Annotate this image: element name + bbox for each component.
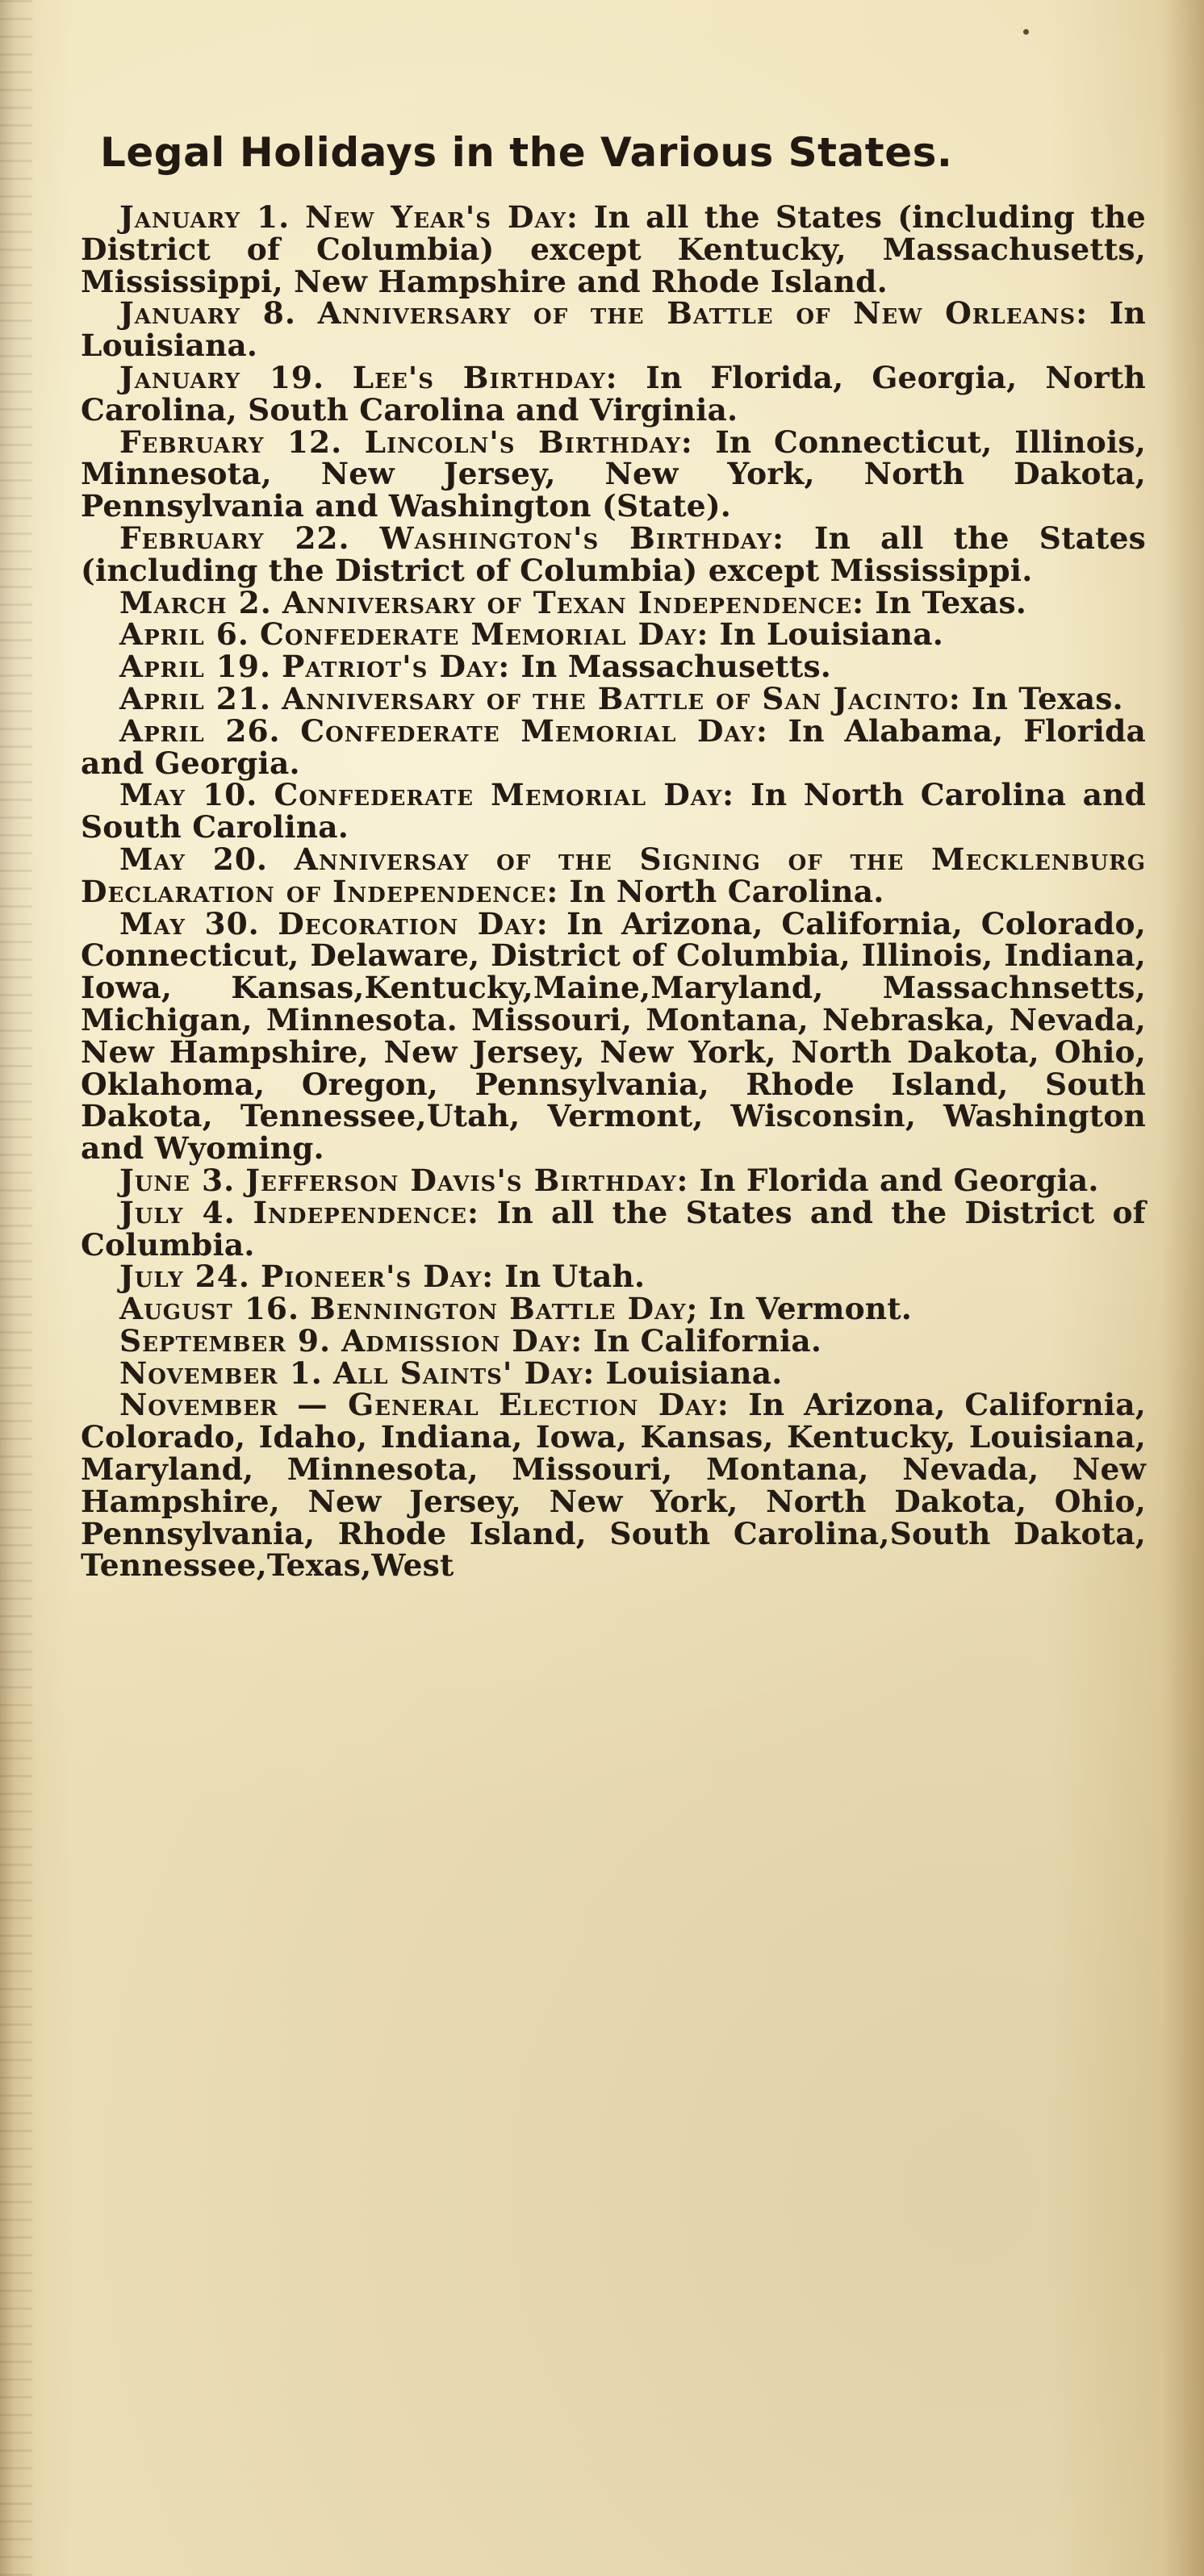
holiday-states: In Utah. (504, 1259, 646, 1295)
holiday-date: May 10. (119, 777, 258, 813)
holiday-states: In Vermont. (709, 1291, 913, 1327)
holiday-name: Jefferson Davis's Birthday: (245, 1162, 689, 1198)
holiday-date: September 9. (119, 1322, 331, 1359)
holiday-entry (81, 1355, 1146, 1391)
holiday-date: May 30. (119, 905, 260, 941)
holiday-states: In California. (593, 1322, 822, 1359)
holiday-entry (81, 651, 1146, 683)
holiday-entry (81, 712, 1147, 781)
holiday-entry (81, 1162, 1146, 1198)
holiday-entry (81, 1194, 1146, 1263)
holiday-name: Anniversay of the Signing of the Mecklenburg Declaration of Independence: (81, 841, 1146, 909)
holiday-date: April 21. (119, 680, 271, 716)
holiday-date: July 24. (119, 1259, 250, 1295)
holiday-name: — General Election Day: (297, 1387, 730, 1423)
holiday-states: In Louisiana. (81, 295, 1146, 364)
holiday-name: Patriot's Day: (282, 649, 511, 685)
holiday-entry (81, 1293, 1146, 1326)
holiday-date: April 26. (119, 712, 281, 749)
holiday-entry (81, 520, 1146, 588)
holiday-name: Independence: (253, 1194, 479, 1230)
holiday-entry (81, 841, 1146, 909)
holiday-name: Washington's Birthday: (379, 520, 784, 556)
holiday-name: Lincoln's Birthday: (364, 424, 693, 460)
page-binding-edge (0, 0, 32, 2576)
holiday-name: Admission Day: (341, 1322, 583, 1359)
holiday-name: Anniversary of Texan Independence: (282, 584, 865, 620)
holiday-states: In all the States (including the District of Columbia) except Kentucky, Massachusetts, Mississippi, New Hampshire and Rhode Island. (81, 199, 1146, 299)
holiday-date: April 19. (119, 649, 271, 685)
holiday-name: Confederate Memorial Day: (300, 712, 768, 749)
holiday-states: In Alabama, Florida and Georgia. (81, 712, 1147, 781)
holiday-entry (81, 1389, 1146, 1582)
page-title: Legal Holidays in the Various States. (100, 129, 953, 176)
holiday-date: August 16. (119, 1291, 300, 1327)
holiday-name: Confederate Memorial Day: (259, 616, 709, 653)
holiday-date: May 20. (119, 841, 268, 877)
holiday-name: Lee's Birthday: (352, 359, 618, 395)
holiday-states: In Texas. (875, 584, 1027, 620)
holiday-states: In Texas. (971, 680, 1123, 716)
holiday-name: All Saints' Day: (332, 1355, 596, 1391)
holiday-name: Decoration Day: (278, 905, 549, 941)
holiday-date: February 22. (119, 520, 350, 556)
holiday-states: In Arizona, California, Colorado, Idaho, Indiana, Iowa, Kansas, Kentucky, Louisiana, Maryland, Minnesota, Missouri, Montana, Nevada, New Hampshire, New Jersey, New York, North Dakota, Ohio, Pennsylvania, Rhode Island, South Carolina,South Dakota, Tennessee,Texas,West (81, 1387, 1146, 1584)
holiday-date: July 4. (119, 1194, 236, 1230)
holiday-name: Bennington Battle Day; (310, 1291, 699, 1327)
holiday-states: In North Carolina and South Carolina. (81, 777, 1146, 845)
holiday-entry (81, 905, 1146, 1167)
holiday-name: New Year's Day: (305, 199, 579, 235)
holiday-date: November (119, 1387, 278, 1423)
holiday-name: Pioneer's Day: (260, 1259, 495, 1295)
holiday-date: January 1. (119, 199, 291, 235)
holiday-states: In Louisiana. (719, 616, 943, 653)
holiday-states: In Arizona, California, Colorado, Connecticut, Delaware, District of Columbia, Illinois, Indiana, Iowa, Kansas,Kentucky,Maine,Maryland, Massachnsetts, Michigan, Minnesota. Missouri, Montana, Nebraska, Nevada, New Hampshire, New Jersey, New York, North Dakota, Ohio, Oklahoma, Oregon, Pennsylvania, Rhode Island, South Dakota, Tennessee,Utah, Vermont, Wisconsin, Washington and Wyoming. (81, 905, 1146, 1167)
holiday-date: November 1. (119, 1355, 323, 1391)
holiday-date: April 6. (119, 616, 249, 653)
holiday-states: In Florida, Georgia, North Carolina, South Carolina and Virginia. (81, 359, 1146, 428)
holiday-name: Anniversary of the Battle of New Orleans: (317, 295, 1089, 332)
holiday-entry (81, 1261, 1146, 1293)
holiday-states: In all the States (including the District of Columbia) except Mississippi. (81, 520, 1146, 588)
holiday-entry (81, 199, 1146, 299)
holiday-entry (81, 680, 1146, 716)
holiday-date: February 12. (119, 424, 343, 460)
holiday-date: March 2. (119, 584, 272, 620)
holiday-states: In Connecticut, Illinois, Minnesota, New Jersey, New York, North Dakota, Pennsylvania and Washington (State). (81, 424, 1146, 524)
holiday-entry (81, 424, 1146, 524)
holiday-entry (81, 359, 1146, 428)
holiday-name: Confederate Memorial Day: (274, 777, 734, 813)
holiday-entry (81, 1322, 1146, 1359)
holiday-date: January 8. (119, 295, 296, 332)
holiday-date: June 3. (119, 1162, 236, 1198)
holiday-date: January 19. (119, 359, 325, 395)
holiday-entry (81, 295, 1146, 364)
holiday-states: In North Carolina. (569, 873, 884, 909)
holiday-entry (81, 779, 1146, 844)
holiday-entry (81, 616, 1146, 653)
holiday-states: In Florida and Georgia. (699, 1162, 1099, 1198)
holiday-states: Louisiana. (605, 1355, 783, 1391)
holiday-states: In all the States and the District of Columbia. (81, 1194, 1146, 1263)
holiday-name: Anniversary of the Battle of San Jacinto: (282, 680, 961, 716)
holiday-list-section (81, 129, 1146, 1582)
ink-speck (1023, 29, 1029, 35)
holiday-states: In Massachusetts. (520, 649, 832, 685)
holiday-entry (81, 584, 1146, 620)
